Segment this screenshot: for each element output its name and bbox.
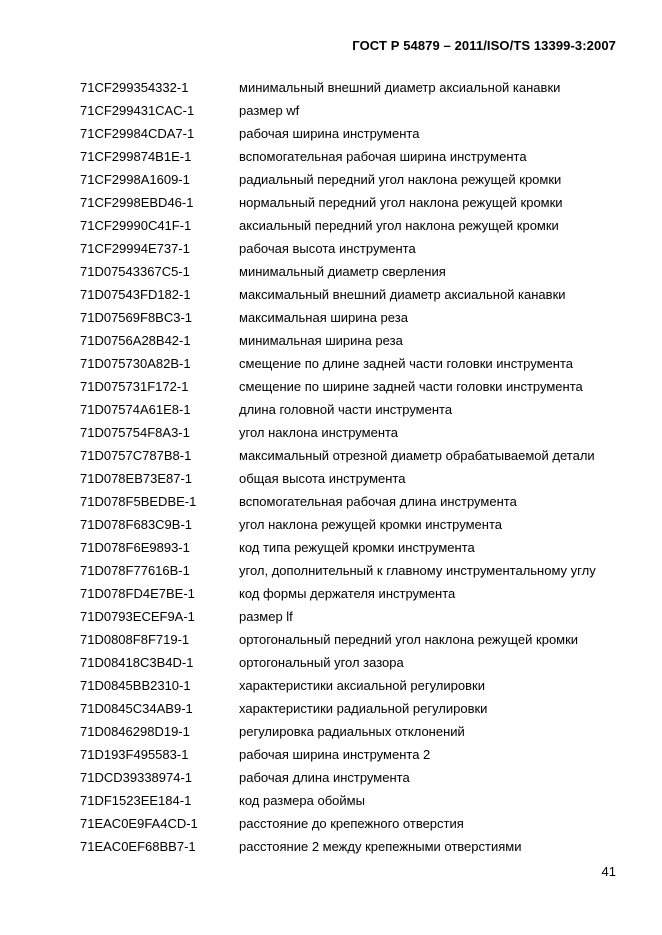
- list-item: [0, 379, 662, 402]
- item-code: 71D0808F8F719-1: [80, 632, 190, 647]
- item-code: 71D07543367C5-1: [80, 264, 190, 279]
- list-item: [0, 356, 662, 379]
- item-code: 71D0845BB2310-1: [80, 678, 191, 693]
- item-description: расстояние до крепежного отверстия: [239, 816, 464, 831]
- list-item: [0, 563, 662, 586]
- list-item: [0, 471, 662, 494]
- item-description: смещение по длине задней части головки инструмента: [239, 356, 574, 371]
- item-code: 71CF299354332-1: [80, 80, 189, 95]
- item-code: 71D078F5BEDBE-1: [80, 494, 197, 509]
- list-item: [0, 678, 662, 701]
- list-item: [0, 149, 662, 172]
- list-item: [0, 241, 662, 264]
- item-code: 71EAC0EF68BB7-1: [80, 839, 196, 854]
- list-item: [0, 632, 662, 655]
- list-item: [0, 126, 662, 149]
- item-code: 71CF29990C41F-1: [80, 218, 192, 233]
- item-code: 71CF29984CDA7-1: [80, 126, 195, 141]
- item-description: максимальный отрезной диаметр обрабатываемой детали: [239, 448, 595, 463]
- item-code: 71DCD39338974-1: [80, 770, 193, 785]
- item-code: 71D07543FD182-1: [80, 287, 191, 302]
- item-description: общая высота инструмента: [239, 471, 406, 486]
- list-item: [0, 172, 662, 195]
- list-item: [0, 793, 662, 816]
- item-description: вспомогательная рабочая ширина инструмента: [239, 149, 527, 164]
- list-item: [0, 80, 662, 103]
- list-item: [0, 609, 662, 632]
- list-item: [0, 287, 662, 310]
- item-description: максимальная ширина реза: [239, 310, 408, 325]
- list-item: [0, 517, 662, 540]
- list-item: [0, 195, 662, 218]
- item-code: 71DF1523EE184-1: [80, 793, 192, 808]
- item-code: 71D078F77616B-1: [80, 563, 190, 578]
- item-description: вспомогательная рабочая длина инструмента: [239, 494, 517, 509]
- document-header: ГОСТ Р 54879 – 2011/ISO/TS 13399-3:2007: [352, 38, 616, 53]
- item-description: ортогональный передний угол наклона режущей кромки: [239, 632, 579, 647]
- item-code: 71CF29994E737-1: [80, 241, 190, 256]
- item-description: смещение по ширине задней части головки инструмента: [239, 379, 583, 394]
- item-description: минимальный внешний диаметр аксиальной канавки: [239, 80, 561, 95]
- item-code: 71D0845C34AB9-1: [80, 701, 193, 716]
- list-item: [0, 333, 662, 356]
- item-description: минимальная ширина реза: [239, 333, 403, 348]
- item-code: 71D07574A61E8-1: [80, 402, 191, 417]
- definition-list: [0, 80, 662, 862]
- list-item: [0, 839, 662, 862]
- item-code: 71CF2998A1609-1: [80, 172, 190, 187]
- item-code: 71D075731F172-1: [80, 379, 189, 394]
- item-code: 71D075730A82B-1: [80, 356, 191, 371]
- item-description: рабочая длина инструмента: [239, 770, 410, 785]
- item-description: длина головной части инструмента: [239, 402, 453, 417]
- list-item: [0, 655, 662, 678]
- item-code: 71D0846298D19-1: [80, 724, 190, 739]
- list-item: [0, 402, 662, 425]
- list-item: [0, 724, 662, 747]
- item-code: 71D0757C787B8-1: [80, 448, 192, 463]
- list-item: [0, 264, 662, 287]
- item-code: 71D078F6E9893-1: [80, 540, 190, 555]
- list-item: [0, 770, 662, 793]
- item-description: код формы держателя инструмента: [239, 586, 456, 601]
- list-item: [0, 816, 662, 839]
- list-item: [0, 586, 662, 609]
- item-description: аксиальный передний угол наклона режущей кромки: [239, 218, 559, 233]
- item-description: рабочая высота инструмента: [239, 241, 416, 256]
- item-code: 71D0793ECEF9A-1: [80, 609, 195, 624]
- item-description: рабочая ширина инструмента 2: [239, 747, 431, 762]
- item-description: рабочая ширина инструмента: [239, 126, 420, 141]
- list-item: [0, 747, 662, 770]
- item-description: код размера обоймы: [239, 793, 365, 808]
- item-description: минимальный диаметр сверления: [239, 264, 446, 279]
- item-code: 71CF299874B1E-1: [80, 149, 192, 164]
- item-code: 71D08418C3B4D-1: [80, 655, 194, 670]
- item-code: 71D0756A28B42-1: [80, 333, 191, 348]
- item-code: 71D07569F8BC3-1: [80, 310, 193, 325]
- item-description: характеристики аксиальной регулировки: [239, 678, 485, 693]
- page-number: 41: [601, 864, 616, 879]
- list-item: [0, 701, 662, 724]
- item-description: размер lf: [239, 609, 293, 624]
- item-description: радиальный передний угол наклона режущей кромки: [239, 172, 562, 187]
- item-code: 71CF2998EBD46-1: [80, 195, 194, 210]
- item-description: угол наклона инструмента: [239, 425, 399, 440]
- item-code: 71D078FD4E7BE-1: [80, 586, 195, 601]
- item-code: 71D078EB73E87-1: [80, 471, 193, 486]
- item-code: 71EAC0E9FA4CD-1: [80, 816, 198, 831]
- item-description: угол наклона режущей кромки инструмента: [239, 517, 502, 532]
- list-item: [0, 540, 662, 563]
- list-item: [0, 448, 662, 471]
- item-code: 71CF299431CAC-1: [80, 103, 195, 118]
- item-description: код типа режущей кромки инструмента: [239, 540, 475, 555]
- list-item: [0, 310, 662, 333]
- list-item: [0, 103, 662, 126]
- item-code: 71D075754F8A3-1: [80, 425, 190, 440]
- item-description: расстояние 2 между крепежными отверстиями: [239, 839, 522, 854]
- item-description: регулировка радиальных отклонений: [239, 724, 465, 739]
- item-description: нормальный передний угол наклона режущей кромки: [239, 195, 563, 210]
- list-item: [0, 425, 662, 448]
- item-description: характеристики радиальной регулировки: [239, 701, 488, 716]
- item-code: 71D193F495583-1: [80, 747, 189, 762]
- item-description: ортогональный угол зазора: [239, 655, 404, 670]
- list-item: [0, 494, 662, 517]
- item-description: максимальный внешний диаметр аксиальной канавки: [239, 287, 566, 302]
- list-item: [0, 218, 662, 241]
- item-description: размер wf: [239, 103, 300, 118]
- item-description: угол, дополнительный к главному инструментальному углу: [239, 563, 596, 578]
- item-code: 71D078F683C9B-1: [80, 517, 193, 532]
